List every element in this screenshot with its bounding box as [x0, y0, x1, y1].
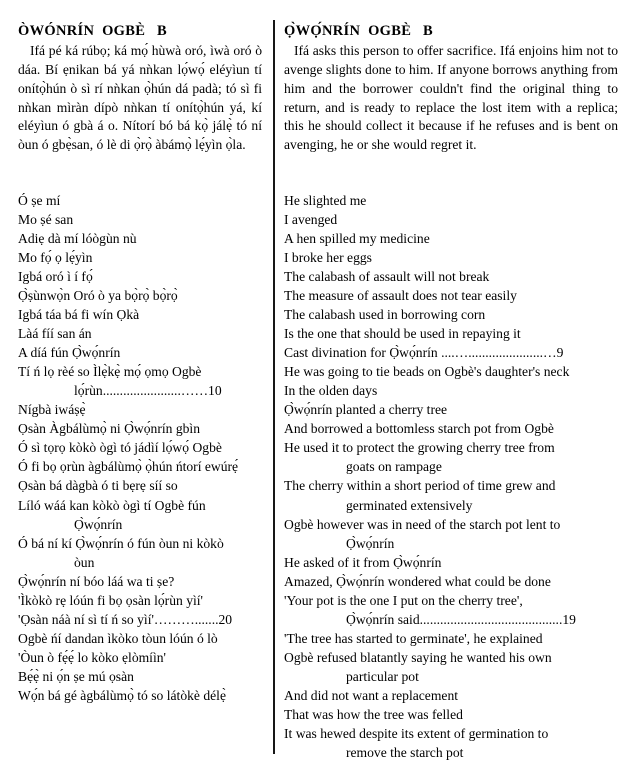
verse-line: Ọ̀wọ́nrín said..........................................19: [346, 611, 576, 627]
english-column: [280, 22, 626, 762]
verse-line: Wọ́n bá gé àgbálùmọ̀ tó so látòkè délẹ̀: [18, 687, 226, 703]
verse-line: He used it to protect the growing cherry tree from: [284, 440, 555, 456]
verse-line: 'Òun ò fẹ́ẹ́ lo kòko ẹlòmíìn': [18, 649, 166, 665]
verse-line: Ọ̀wọ́nrín: [74, 516, 123, 532]
verse-line: germinated extensively: [346, 497, 473, 513]
verse-line: Igbá táa bá fi wín Ọkà: [18, 307, 140, 323]
verse-line: Ọ̀wọ́nrín: [346, 535, 395, 551]
verse-line: The calabash of assault will not break: [284, 269, 490, 285]
verse-line: It was hewed despite its extent of germination to: [284, 725, 549, 741]
verse-line: Tí ń lọ rèé so Ìlẹ̀kẹ̀ mọ́ ọmọ Ogbè: [18, 364, 202, 380]
verse-line: lọ́rùn.......................……10: [74, 383, 222, 399]
verse-line: particular pot: [346, 668, 419, 684]
verse-line: Ọsàn bá dàgbà ó ti bẹrẹ síí so: [18, 478, 178, 494]
verse-line: 'Your pot is the one I put on the cherry tree',: [284, 592, 523, 608]
verse-line: Adiẹ dà mí lóògùn nù: [18, 231, 137, 247]
verse-line: He asked of it from Ọ̀wọ́nrín: [284, 554, 442, 570]
english-heading: Ọ̀WỌ́NRÍN OGBÈ B: [284, 23, 433, 39]
verse-line: Mo fọ́ ọ lẹ́yìn: [18, 250, 93, 266]
verse-line: Làá fíí san án: [18, 326, 92, 342]
verse-line: Is the one that should be used in repaying it: [284, 326, 521, 342]
verse-line: Cast divination for Ọ̀wọ́nrín ....…......................…9: [284, 345, 564, 361]
verse-line: In the olden days: [284, 383, 378, 399]
verse-line: Ọ̀ṣùnwọ̀n Oró ò ya bọ̀rọ̀ bọ̀rọ̀: [18, 288, 178, 304]
verse-line: The calabash used in borrowing corn: [284, 307, 486, 323]
english-verse: [284, 191, 618, 762]
yoruba-verse: [18, 191, 262, 705]
verse-line: 'Ìkòkò rẹ lóún fi bọ ọsàn lọ́rùn yìí': [18, 592, 203, 608]
verse-line: Ọsàn Àgbálùmọ̀ ni Ọ̀wọ́nrín gbìn: [18, 421, 200, 437]
verse-line: He slighted me: [284, 193, 367, 208]
verse-line: Ogbè however was in need of the starch pot lent to: [284, 516, 561, 532]
verse-line: And did not want a replacement: [284, 687, 459, 703]
verse-line: Líló wáá kan kòkò ògì tí Ogbè fún: [18, 497, 206, 513]
verse-line: Igbá oró ì í fọ́: [18, 269, 93, 285]
verse-line: Ó sì tọrọ kòkò ògì tó jádìí lọ́wọ́ Ogbè: [18, 440, 222, 456]
verse-line: And borrowed a bottomless starch pot from Ogbè: [284, 421, 554, 437]
verse-line: goats on rampage: [346, 459, 442, 475]
verse-line: He was going to tie beads on Ogbè's daughter's neck: [284, 364, 570, 380]
verse-line: Ogbè ńí dandan ìkòko tòun lóún ó lò: [18, 630, 218, 646]
yoruba-heading: ÒWÓNRÍN OGBÈ B: [18, 23, 167, 39]
english-intro-paragraph: Ifá asks this person to offer sacrifice. Ifá enjoins him not to avenge slights done to him. If anyone borrows anything from him and the borrower couldn't find the original thing to return, and is ready to replace the lost item with a replica; this he should collect it because if he refuses and is bent on avenging, he or she would regret it.: [284, 43, 618, 153]
verse-line: The measure of assault does not tear easily: [284, 288, 517, 304]
verse-line: Nígbà iwáṣẹ̀: [18, 402, 86, 418]
verse-line: Bẹ́ẹ̀ ni ọ́n ṣe mú ọsàn: [18, 668, 134, 684]
verse-line: remove the starch pot: [346, 744, 464, 760]
column-divider: [273, 20, 275, 754]
yoruba-intro-paragraph: Ifá pé ká rúbọ; ká mọ́ hùwà oró, ìwà oró ò dáa. Bí ẹnikan bá yá nǹkan lọ́wọ́ eléyìun tí onítọ̀hún ò sì rí nǹkan ọ̀hún dá padà; tó sì fi nǹkan mìràn dípò nǹkan tí onítọ̀hún yá, kí eléyìun ó gbà á o. Nítorí bó bá kọ̀ jálẹ̀ tó ní òun ó gbẹ̀san, ó lè di ọ̀rọ̀ àbámọ̀ lẹ́yìn ọ̀la.: [18, 43, 262, 153]
yoruba-column: [0, 22, 268, 705]
verse-line: Ó ṣe mí: [18, 193, 61, 208]
verse-line: A díá fún Ọ̀wọ́nrín: [18, 345, 121, 361]
verse-line: òun: [74, 554, 95, 570]
verse-line: Ogbè refused blatantly saying he wanted his own: [284, 649, 552, 665]
verse-line: Ọ̀wọ́nrín planted a cherry tree: [284, 402, 448, 418]
verse-line: Amazed, Ọ̀wọ́nrín wondered what could be done: [284, 573, 551, 589]
verse-line: Ó fi bọ ọrùn àgbálùmọ̀ ọ̀hún ńtorí ewúrẹ́: [18, 459, 239, 475]
verse-line: Mo ṣé san: [18, 212, 74, 228]
verse-line: I avenged: [284, 212, 338, 228]
verse-line: Ọ̀wọ́nrín ní bóo láá wa ti ṣe?: [18, 573, 175, 589]
verse-line: That was how the tree was felled: [284, 706, 463, 722]
verse-line: 'The tree has started to germinate', he explained: [284, 630, 543, 646]
verse-line: A hen spilled my medicine: [284, 231, 430, 247]
verse-line: Ó bá ní kí Ọ̀wọ́nrín ó fún òun ni kòkò: [18, 535, 224, 551]
verse-line: I broke her eggs: [284, 250, 372, 266]
verse-line: The cherry within a short period of time grew and: [284, 478, 556, 494]
verse-line: 'Ọsàn náà ní sì tí ń so yìí'……….......20: [18, 611, 233, 627]
